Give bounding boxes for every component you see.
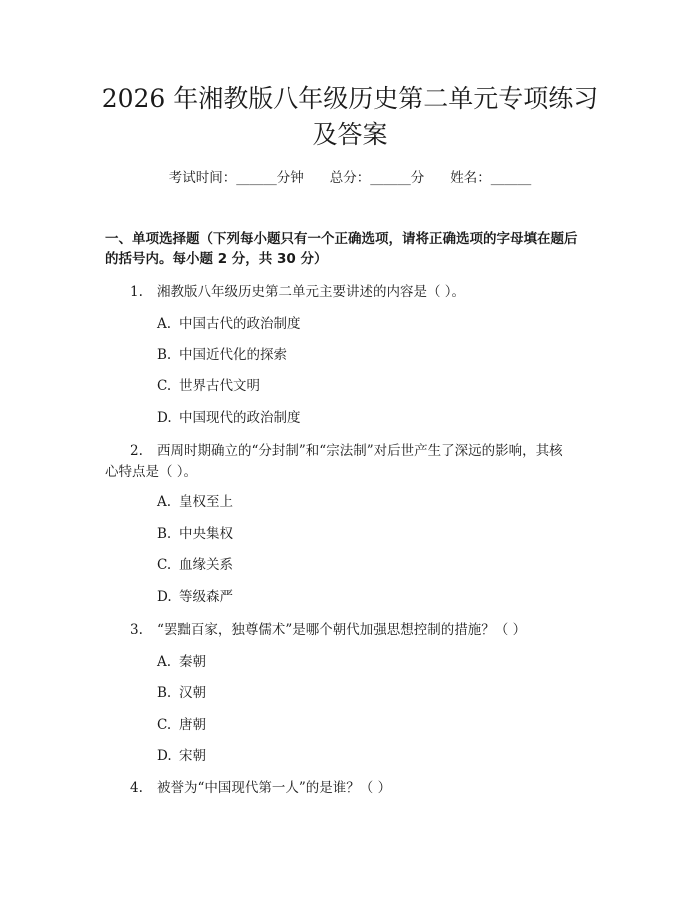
option-letter: B.	[157, 347, 172, 363]
option-letter: A.	[157, 494, 172, 510]
option-letter: D.	[157, 589, 172, 605]
page-title-line1: 2026 年湘教版八年级历史第二单元专项练习	[101, 84, 599, 113]
option-text: 世界古代文明	[179, 378, 260, 394]
total-score-field: 总分：______分	[329, 170, 425, 186]
question-2-continued	[105, 460, 600, 484]
option-text: 汉朝	[179, 685, 206, 701]
question-1-option-c	[157, 376, 260, 396]
question-1-option-d	[157, 408, 301, 428]
question-text: “罢黜百家，独尊儒术”是哪个朝代加强思想控制的措施？（ ）	[157, 622, 527, 638]
question-number: 1.	[130, 284, 143, 300]
option-letter: B.	[157, 526, 172, 542]
option-letter: C.	[157, 378, 172, 394]
question-3-option-c	[157, 715, 206, 735]
question-2-option-b	[157, 524, 233, 544]
option-text: 等级森严	[179, 589, 233, 605]
exam-meta	[0, 169, 700, 187]
option-text: 中国近代化的探索	[179, 347, 287, 363]
question-3-option-d	[157, 746, 206, 766]
question-2-option-c	[157, 555, 233, 575]
option-letter: A.	[157, 654, 172, 670]
option-text: 中国现代的政治制度	[179, 410, 301, 426]
question-text: 被誉为“中国现代第一人”的是谁？（ ）	[157, 780, 392, 796]
question-4	[105, 776, 600, 800]
question-1	[105, 280, 600, 304]
question-2-option-a	[157, 492, 233, 512]
question-number: 4.	[130, 780, 143, 796]
question-1-option-b	[157, 345, 287, 365]
exam-time-field: 考试时间：______分钟	[168, 170, 304, 186]
option-text: 宋朝	[179, 748, 206, 764]
page-title-line2: 及答案	[312, 120, 388, 149]
question-1-option-a	[157, 314, 301, 334]
option-text: 中央集权	[179, 526, 233, 542]
option-text: 秦朝	[179, 654, 206, 670]
option-letter: C.	[157, 717, 172, 733]
option-text: 唐朝	[179, 717, 206, 733]
option-text: 皇权至上	[179, 494, 233, 510]
question-3-option-a	[157, 652, 206, 672]
option-letter: D.	[157, 410, 172, 426]
question-text-line1: 西周时期确立的“分封制”和“宗法制”对后世产生了深远的影响，其核	[157, 443, 563, 459]
option-letter: B.	[157, 685, 172, 701]
question-3-option-b	[157, 683, 206, 703]
option-text: 中国古代的政治制度	[179, 316, 301, 332]
name-field: 姓名：______	[450, 170, 532, 186]
question-number: 3.	[130, 622, 143, 638]
option-text: 血缘关系	[179, 557, 233, 573]
question-text-line2: 心特点是（ ）。	[105, 464, 198, 480]
option-letter: C.	[157, 557, 172, 573]
section-heading-line1: 一、单项选择题（下列每小题只有一个正确选项，请将正确选项的字母填在题后	[105, 231, 578, 247]
option-letter: D.	[157, 748, 172, 764]
question-number: 2.	[130, 443, 143, 459]
section-heading-line2: 的括号内。每小题 2 分，共 30 分）	[105, 251, 328, 267]
question-2-option-d	[157, 587, 233, 607]
question-3	[105, 618, 600, 642]
option-letter: A.	[157, 316, 172, 332]
question-text: 湘教版八年级历史第二单元主要讲述的内容是（ ）。	[157, 284, 466, 300]
